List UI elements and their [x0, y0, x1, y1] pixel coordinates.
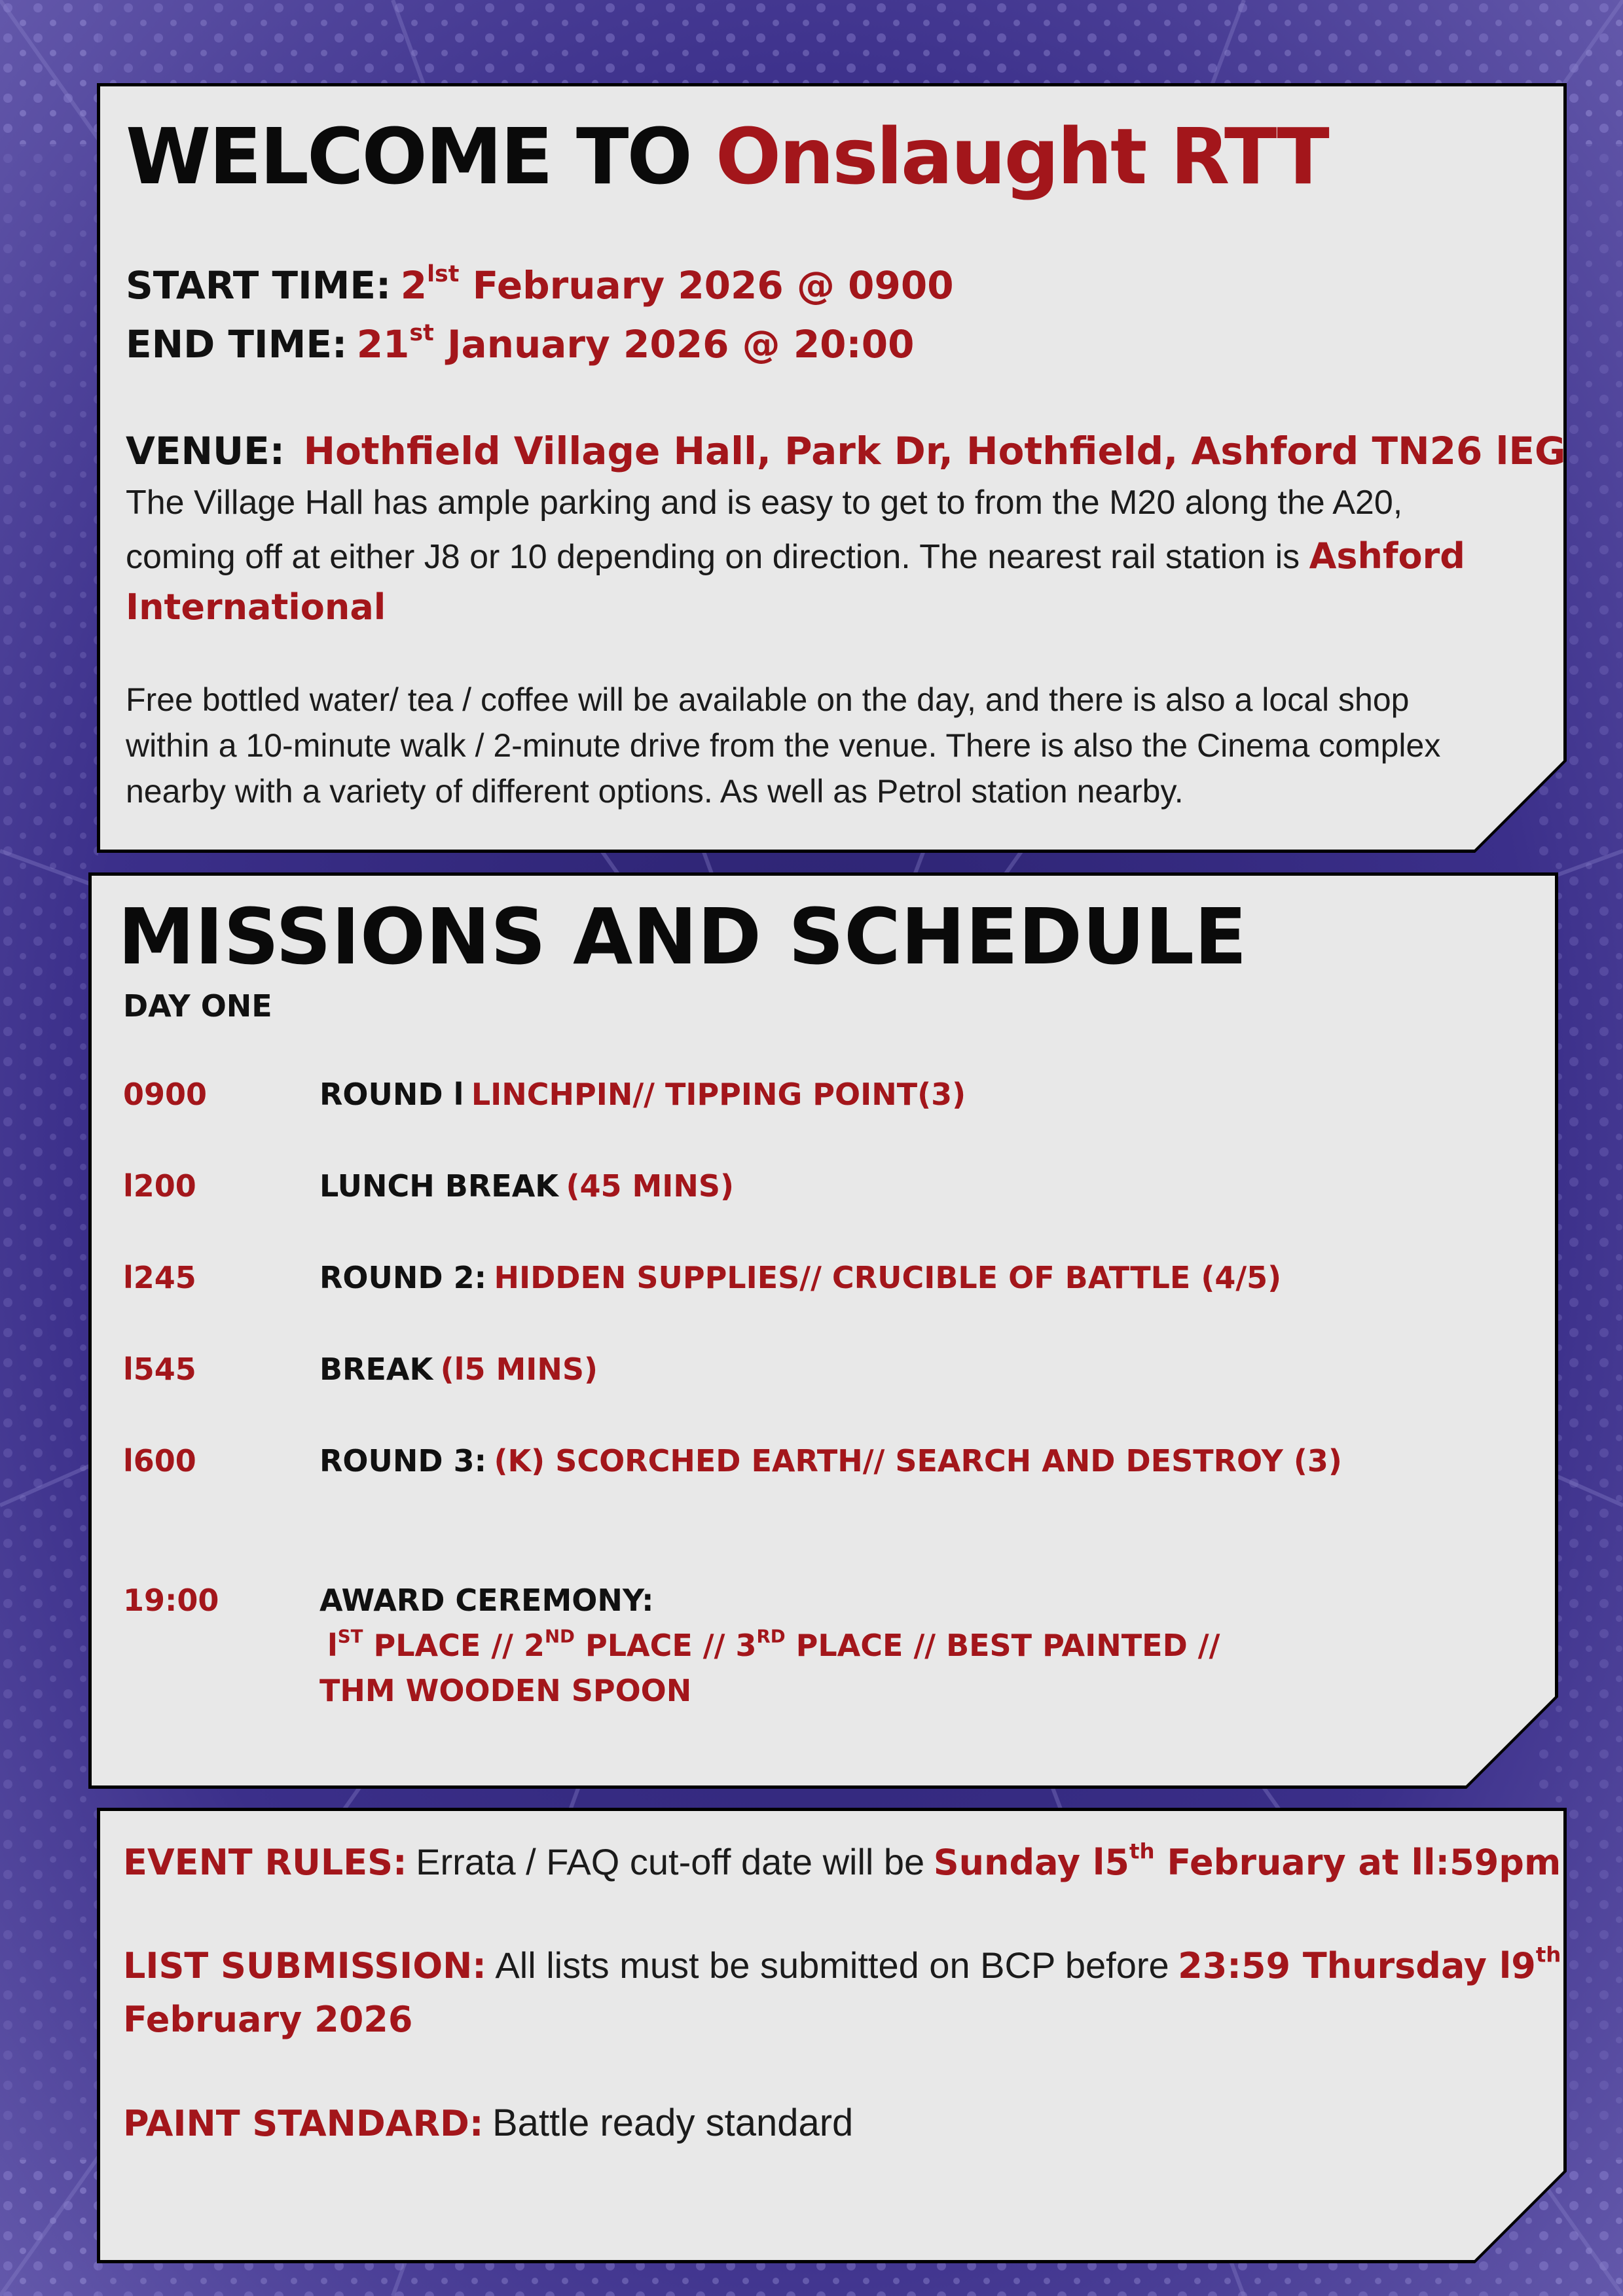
food-info-line1: Free bottled water/ tea / coffee will be available on the day, and there is also a local shop	[126, 681, 1410, 718]
start-time-value: $2^{lst}$ February 2026 @ 0900	[400, 260, 954, 308]
award-places: $l^{ST}$ PLACE // 2ND PLACE // 3RD PLACE // BEST PAINTED //	[327, 1625, 1220, 1663]
schedule-heading: MISSIONS AND SCHEDULE	[118, 891, 1247, 982]
list-submission-label: LIST SUBMISSION:	[123, 1945, 486, 1986]
schedule-row	[319, 1443, 1342, 1479]
venue-line	[126, 429, 1566, 473]
paint-standard-line	[123, 2101, 853, 2145]
rail-station-cont: International	[126, 586, 386, 628]
schedule-time: l200	[123, 1168, 196, 1204]
list-submission-date: 23:59 Thursday l9th	[1178, 1942, 1561, 1986]
venue-address: Hothfield Village Hall, Park Dr, Hothfield, Ashford TN26 lEG	[303, 429, 1566, 473]
start-time-label: START TIME:	[126, 263, 392, 308]
schedule-time: 0900	[123, 1077, 208, 1112]
venue-label: VENUE:	[126, 429, 285, 473]
event-rules-text: Errata / FAQ cut-off date will be	[416, 1841, 925, 1882]
event-rules-line	[123, 1840, 1561, 1883]
welcome-prefix: WELCOME TO	[126, 111, 691, 202]
schedule-detail: (45 MINS)	[566, 1168, 735, 1204]
schedule-row	[319, 1352, 598, 1387]
schedule-detail: HIDDEN SUPPLIES// CRUCIBLE OF BATTLE (4/5)	[494, 1260, 1282, 1295]
end-time-label: END TIME:	[126, 322, 348, 367]
start-time-line	[126, 260, 954, 308]
list-submission-text: All lists must be submitted on BCP before	[495, 1945, 1169, 1986]
schedule-label: ROUND 2:	[319, 1260, 486, 1295]
schedule-time: l245	[123, 1260, 196, 1295]
welcome-heading	[126, 111, 1328, 202]
schedule-row	[319, 1077, 966, 1112]
schedule-label: BREAK	[319, 1352, 433, 1387]
award-wooden-spoon: THM WOODEN SPOON	[319, 1673, 692, 1708]
award-label: AWARD CEREMONY:	[319, 1583, 654, 1618]
event-name: Onslaught RTT	[715, 111, 1328, 202]
list-submission-line	[123, 1944, 1561, 1986]
schedule-row	[319, 1260, 1281, 1295]
rail-station: Ashford	[1309, 535, 1465, 577]
event-rules-label: EVENT RULES:	[123, 1842, 407, 1883]
award-time: 19:00	[123, 1583, 219, 1618]
schedule-time: l600	[123, 1443, 196, 1479]
event-rules-date: Sunday l5th February at ll:59pm	[933, 1839, 1561, 1883]
schedule-label: ROUND l	[319, 1077, 464, 1112]
schedule-detail: (K) SCORCHED EARTH// SEARCH AND DESTROY (3)	[494, 1443, 1342, 1479]
paint-standard-label: PAINT STANDARD:	[123, 2103, 484, 2144]
venue-description-line1: The Village Hall has ample parking and is easy to get to from the M20 along the A20,	[126, 484, 1403, 522]
schedule-label: ROUND 3:	[319, 1443, 486, 1479]
day-label: DAY ONE	[123, 988, 272, 1024]
venue-description-line2: coming off at either J8 or 10 depending on direction. The nearest rail station is Ashford	[126, 535, 1465, 577]
schedule-row	[319, 1168, 734, 1204]
schedule-detail: (l5 MINS)	[440, 1352, 598, 1387]
schedule-detail: LINCHPIN// TIPPING POINT(3)	[471, 1077, 966, 1112]
food-info-line3: nearby with a variety of different options. As well as Petrol station nearby.	[126, 773, 1184, 810]
list-submission-date-cont: February 2026	[123, 1999, 413, 2040]
paint-standard-text: Battle ready standard	[492, 2102, 854, 2144]
end-time-value: 21st January 2026 @ 20:00	[356, 319, 915, 367]
schedule-label: LUNCH BREAK	[319, 1168, 558, 1204]
end-time-line	[126, 319, 915, 367]
food-info-line2: within a 10-minute walk / 2-minute drive from the venue. There is also the Cinema complex	[126, 727, 1441, 764]
schedule-time: l545	[123, 1352, 196, 1387]
